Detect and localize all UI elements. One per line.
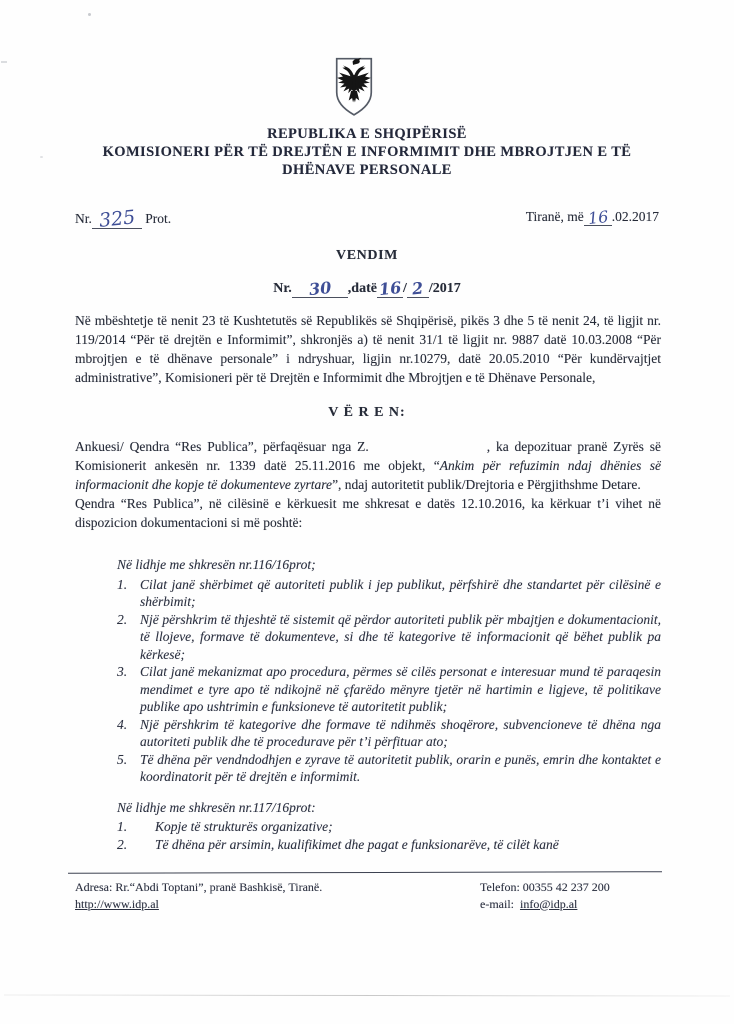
list1-heading: Në lidhje me shkresën nr.116/16prot; [117,557,316,572]
decision-date-label: ,datë [347,281,377,296]
requested-documents-lists [75,556,661,853]
body-paragraphs [75,437,661,532]
decision-nr-label: Nr. [273,281,292,296]
request-intro-paragraph: Qendra “Res Publica”, në cilësinë e kërkuesit me shkresat e datës 12.10.2016, ka kërkuar t’i vihet në dispozicion dokumentacioni si më poshtë: [75,496,661,530]
handwritten-decision-month: 2 [411,278,425,299]
protocol-nr-slot [92,206,142,232]
item-number: 1. [117,819,128,834]
date-slash: / [402,281,407,296]
decision-nr-slot [292,277,348,298]
item-text: Kopje të strukturës organizative; [155,819,333,834]
list-item [117,836,661,854]
header-personal-data: DHËNAVE PERSONALE [282,162,452,178]
header-commissioner: KOMISIONERI PËR TË DREJTËN E INFORMIMIT DHE MBROJTJEN E TË [102,144,632,160]
scan-speck [1,61,7,63]
footer-website-link[interactable]: http://www.idp.al [75,896,159,911]
footer-address: Adresa: Rr.“Abdi Toptani”, pranë Bashkisë, Tiranë. [75,880,323,894]
protocol-row [75,206,659,232]
decision-number-line [0,277,734,298]
complaint-object-italic: Ankim për refuzimin ndaj dhënies së informacionit dhe kopje të dokumenteve zyrtare [75,458,662,492]
footer-contact-block [480,879,610,912]
list-item [117,576,661,611]
item-number: 1. [117,576,128,592]
veren-heading: V Ë R E N: [328,405,406,420]
item-number: 3. [117,664,128,679]
scan-speck [88,13,91,16]
protocol-prot-label: Prot. [141,211,172,226]
footer-divider [68,871,662,874]
list-item [117,716,661,751]
institution-header [40,125,694,179]
city-date-label: Tiranë, më [525,209,584,224]
handwritten-protocol-number: 325 [97,206,137,232]
list-item [117,611,661,664]
item-number: 5. [117,751,128,767]
footer-phone: Telefon: 00355 42 237 200 [480,880,610,894]
list2-heading: Në lidhje me shkresën nr.117/16prot: [117,799,316,815]
legal-preamble-paragraph: Në mbështetje të nenit 23 të Kushtetutës së Republikës së Shqipërisë, pikës 3 dhe 5 të nenit 24, të ligjit nr. 119/2014 “Për të drejtën e Informimit”, shkronjës a) të nenit 31/1 të ligjit nr. 9887 datë 10.03.2008 “Për mbrojtjen e të dhënave personale” i ndryshuar, ligjin nr.10279, datë 20.05.2010 “Për kundërvajtjet administrative”, Komisioneri për të Drejtën e Informimit dhe Mbrojtjen e të Dhënave Personale, [75,313,661,385]
decision-month-slot [407,277,429,298]
header-republic: REPUBLIKA E SHQIPËRISË [267,126,467,142]
item-text: Një përshkrim të kategorive dhe formave të ndihmës shoqërore, subvencioneve të dhëna nga autoriteti publik dhe të procedurave për t’i përfituar ato; [140,716,661,749]
item-number: 2. [117,611,128,627]
handwritten-decision-day: 16 [377,277,403,300]
complaint-paragraph [75,437,661,494]
complaint-part1: Ankuesi/ Qendra “Res Publica”, përfaqësuar nga Z. [75,439,369,454]
item-text: Të dhëna për arsimin, kualifikimet dhe pagat e funksionarëve, të cilët kanë [155,836,559,852]
decision-year-suffix: /2017 [428,281,461,296]
day-slot [584,206,612,229]
scan-artifact-line [4,994,730,996]
list-item [117,751,661,786]
footer-address-block [75,879,322,912]
decision-day-slot [377,277,403,298]
place-date [525,206,659,229]
footer-email-row [480,896,610,913]
handwritten-decision-number: 30 [307,277,332,300]
printed-date-suffix: .02.2017 [611,209,659,224]
footer-email-link[interactable]: info@idp.al [519,896,578,911]
handwritten-day: 16 [586,206,609,229]
protocol-nr-label: Nr. [75,211,92,226]
decision-title: VENDIM [336,248,398,263]
item-text: Cilat janë mekanizmat apo procedura, përmes së cilës personat e interesuar mund të paraqesin mendimet e tyre apo të ndikojnë në çfarëdo mënyre tjetër në hartimin e ligjeve, të politikave publike apo ushtrimin e funksioneve të autoritetit publik; [140,664,661,714]
complaint-part2: , ka depozituar pranë Zyrës së Komisionerit ankesën nr. 1339 datë 25.11.2016 me objekt, “ [75,439,661,473]
albania-coat-of-arms-icon [330,51,378,123]
item-text: Një përshkrim të thjeshtë të sistemit që përdor autoriteti publik për mbajtjen e dokumentacionit, të llojeve, formave të dokumenteve, si dhe të kategorive të informacionit që bëhet publik pa kërkesë; [140,611,661,662]
item-number: 4. [117,716,128,732]
complaint-part3: ”, ndaj autoritetit publik/Drejtoria e Përgjithshme Detare. [332,477,641,492]
list-item [117,818,661,836]
list-item [117,663,661,716]
item-text: Të dhëna për vendndodhjen e zyrave të autoritetit publik, orarin e punës, emrin dhe kontaktet e koordinatorit për të drejtën e informimit. [140,751,661,784]
footer-email-label: e-mail: [480,896,514,911]
item-text: Cilat janë shërbimet që autoriteti publik i jep publikut, përfshirë dhe standartet për cilësinë e shërbimit; [140,576,661,609]
item-number: 2. [117,836,128,852]
